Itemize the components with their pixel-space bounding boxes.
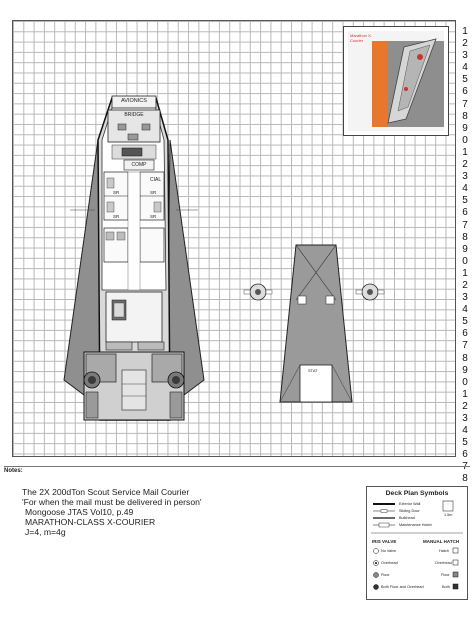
notes-line-3: Mongoose JTAS Vol10, p.49: [25, 507, 134, 517]
row-number: 3: [462, 292, 468, 304]
label-stateroom-3: SR: [113, 214, 120, 219]
row-number: 7: [462, 340, 468, 352]
row-number: 2: [462, 400, 468, 412]
notes-divider: [4, 466, 470, 467]
row-number: 4: [462, 304, 468, 316]
legend-title: Deck Plan Symbols: [385, 490, 449, 497]
legend-floor: Floor: [381, 573, 390, 577]
row-number: 9: [462, 122, 468, 134]
label-comp: COMP: [131, 162, 147, 168]
row-number: 0: [462, 255, 468, 267]
label-cial: CIAL: [150, 177, 162, 183]
row-number: 5: [462, 316, 468, 328]
legend-both: Both Floor and Overhead: [381, 585, 424, 589]
row-number: 1: [462, 26, 468, 37]
row-number: 4: [462, 425, 468, 437]
legend-no-valve: No Valve: [381, 549, 397, 553]
notes-block: [22, 487, 252, 537]
label-bridge: BRIDGE: [124, 112, 144, 118]
row-number: 3: [462, 50, 468, 62]
legend-hatch: Hatch: [439, 549, 449, 553]
row-number: 8: [462, 352, 468, 364]
row-number: 5: [462, 74, 468, 86]
row-number: 4: [462, 62, 468, 74]
notes-line-2: 'For when the mail must be delivered in person': [22, 497, 202, 507]
legend-floor-hatch: Floor: [441, 573, 450, 577]
row-number: 8: [462, 231, 468, 243]
notes-label: Notes:: [4, 468, 23, 474]
row-number: 5: [462, 195, 468, 207]
legend-bulkhead: Bulkhead: [399, 516, 415, 520]
row-number: 9: [462, 364, 468, 376]
label-stateroom-2: SR: [150, 190, 157, 195]
legend-maintenance-hatch: Maintenance Hatch: [399, 523, 432, 527]
row-number: 2: [462, 159, 468, 171]
legend-overhead: Overhead: [381, 561, 398, 565]
legend-overhead-hatch: Overhead: [435, 561, 452, 565]
row-number: 0: [462, 134, 468, 146]
label-stateroom-4: SR: [150, 214, 157, 219]
legend-sliding-door: Sliding Door: [399, 509, 420, 513]
deck-plan-symbols-legend: [366, 486, 468, 600]
row-number: 6: [462, 86, 468, 98]
legend-exterior-wall: Exterior Wall: [399, 502, 421, 506]
turret-icon-left: [244, 284, 272, 300]
row-number: 6: [462, 328, 468, 340]
row-number: 7: [462, 461, 468, 473]
row-number: 1: [462, 267, 468, 279]
notes-line-1: The 2X 200dTon Scout Service Mail Courier: [22, 487, 190, 497]
row-number: 7: [462, 219, 468, 231]
legend-both-hatch: Both: [442, 585, 450, 589]
label-avionics: AVIONICS: [121, 98, 147, 104]
notes-line-4: MARATHON-CLASS X-COURIER: [25, 517, 156, 527]
row-number: 3: [462, 171, 468, 183]
row-number: 8: [462, 473, 468, 485]
row-number: 7: [462, 98, 468, 110]
row-number: 1: [462, 388, 468, 400]
row-number: 5: [462, 437, 468, 449]
turret-icon-right: [356, 284, 384, 300]
ship-thumbnail: [343, 26, 449, 136]
label-stateroom-1: SR: [113, 190, 120, 195]
row-number: 2: [462, 38, 468, 50]
legend-scale: 1.5m: [444, 513, 453, 517]
row-number: 9: [462, 243, 468, 255]
row-number: 6: [462, 449, 468, 461]
row-number: 8: [462, 110, 468, 122]
row-number: 0: [462, 376, 468, 388]
row-number: 4: [462, 183, 468, 195]
legend-iris-valve-title: IRIS VALVE: [372, 539, 397, 544]
row-number: 3: [462, 413, 468, 424]
legend-manual-hatch-title: MANUAL HATCH: [423, 539, 460, 544]
label-stat: STAT: [308, 368, 318, 373]
notes-line-5: J=4, m=4g: [25, 527, 66, 537]
thumbnail-caption: Marathon X-Courier: [350, 33, 373, 43]
row-number: 1: [462, 146, 468, 158]
row-number: 6: [462, 207, 468, 219]
row-number: 2: [462, 279, 468, 291]
